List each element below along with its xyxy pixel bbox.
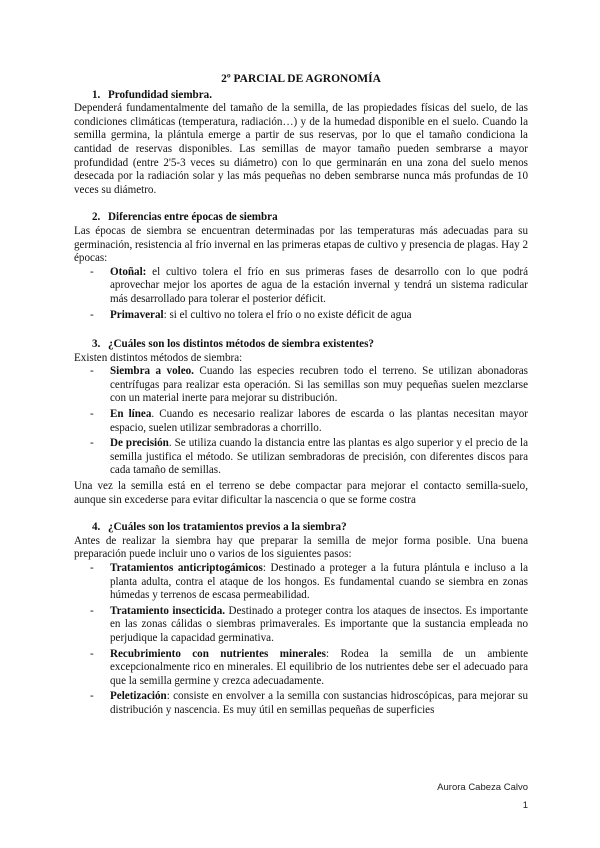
section-heading-1 xyxy=(74,89,528,103)
list-item-text: . Cuando es necesario realizar labores de escarda o las plantas necesitan mayor espacio, suelen utilizar sembradoras a chorrillo. xyxy=(110,408,528,434)
section-heading-2 xyxy=(74,211,528,225)
list-item: - Tratamiento insecticida. Destinado a proteger contra los ataques de insectos. Es importante en las zonas cálidas o siembras primaverales. Es importante que la sustancia empleada no perjudique la capacidad germinativa. xyxy=(90,604,528,644)
list-item-term: Otoñal: xyxy=(110,265,147,278)
list-item-term: Peletización xyxy=(110,690,167,703)
section-title: ¿Cuáles son los tratamientos previos a la siembra? xyxy=(108,521,347,534)
list-item-term: Tratamientos anticriptogámicos xyxy=(110,562,263,574)
bullet-list xyxy=(74,266,528,322)
list-item-text: : si el cultivo no tolera el frío o no existe déficit de agua xyxy=(163,308,412,321)
list-item: - Tratamientos anticriptogámicos: Destinado a proteger a la futura plántula e incluso a la planta adulta, contra el ataque de los hongos. Es fundamental cuando se siembra en zonas húmedas y terrenos de escasa permeabilidad. xyxy=(90,562,529,602)
section-number: 1. xyxy=(92,88,101,101)
list-item-text: Destinado a proteger contra los ataques de insectos. Es importante en las zonas cálidas o siembras primaverales. Es importante que la sustancia empleada no perjudique la capacidad germinativa. xyxy=(110,604,528,644)
document-body xyxy=(74,73,528,720)
section-number: 3. xyxy=(92,338,101,351)
list-item: - Primaveral: si el cultivo no tolera el frío o no existe déficit de agua xyxy=(90,308,412,321)
list-item-text: : consiste en envolver a la semilla con sustancias hidroscópicas, para mejorar su distribución y nascencia. Es muy útil en semillas pequeñas de superficies xyxy=(110,690,528,716)
section-paragraph: Dependerá fundamentalmente del tamaño de la semilla, de las propiedades físicas del suelo, de las condiciones climáticas (temperatura, radiación…) y de la humedad disponible en el suelo. Cuando la semilla germina, la plántula emerge a partir de sus reservas, por lo que el tamaño condiciona la cantidad de reservas disponibles. Las semillas de mayor tamaño pueden sembrarse a mayor profundidad (entre 2'5-3 veces su diámetro) con lo que germinarán en una zona del suelo menos desecada por la radiación solar y las más pequeñas no deben sembrarse nunca más profundas de 10 veces su diámetro. xyxy=(74,102,528,196)
section-heading-3 xyxy=(74,338,528,352)
list-item-term: Recubrimiento con nutrientes minerales xyxy=(110,647,326,660)
list-item-text: el cultivo tolera el frío en sus primeras fases de desarrollo con lo que podrá aprovechar mejor los aportes de agua de la estación invernal y tendrá un sistema radicular más desarrollado para tolerar el posterior déficit. xyxy=(110,265,528,305)
footer-author: Aurora Cabeza Calvo xyxy=(437,782,528,793)
list-item-text: : Rodea la semilla de un ambiente excepcionalmente rico en minerales. El equilibrio de los nutrientes debe ser el adecuado para que la semilla germine y crezca adecuadamente. xyxy=(110,647,529,687)
section-paragraph: Existen distintos métodos de siembra: xyxy=(74,351,243,364)
list-item: - De precisión. Se utiliza cuando la distancia entre las plantas es algo superior y el precio de la semilla justifica el método. Se utilizan sembradoras de precisión, con diferentes discos para cada tamaño de semillas. xyxy=(90,437,528,477)
bullet-list xyxy=(74,365,528,478)
list-item: - Siembra a voleo. Cuando las especies recubren todo el terreno. Se utilizan abonadoras centrífugas para realizar esta operación. Si las semillas son muy pequeñas suelen mezclarse con un material inerte para mejorar su distribución. xyxy=(90,365,528,405)
bullet-list xyxy=(74,562,528,718)
section-title: ¿Cuáles son los distintos métodos de siembra existentes? xyxy=(108,338,374,351)
section-title: Profundidad siembra. xyxy=(108,88,212,101)
section-heading-4 xyxy=(74,521,528,535)
section-paragraph: Antes de realizar la siembra hay que preparar la semilla de mejor forma posible. Una buena preparación puede incluir uno o varios de los siguientes pasos: xyxy=(74,534,528,561)
section-number: 4. xyxy=(92,521,101,534)
section-paragraph: Las épocas de siembra se encuentran determinadas por las temperaturas más adecuadas para su germinación, resistencia al frío invernal en las primeras etapas de cultivo y presencia de plagas. Hay 2 épocas: xyxy=(74,224,528,265)
list-item: - En línea. Cuando es necesario realizar labores de escarda o las plantas necesitan mayor espacio, suelen utilizar sembradoras a chorrillo. xyxy=(90,408,528,434)
list-item: - Recubrimiento con nutrientes minerales: Rodea la semilla de un ambiente excepcionalmente rico en minerales. El equilibrio de los nutrientes debe ser el adecuado para que la semilla germine y crezca adecuadamente. xyxy=(90,647,529,687)
list-item-term: Siembra a voleo. xyxy=(110,365,194,378)
page-title: 2º PARCIAL DE AGRONOMÍA xyxy=(221,73,381,85)
section-number: 2. xyxy=(92,211,101,224)
section-paragraph: Una vez la semilla está en el terreno se debe compactar para mejorar el contacto semilla-suelo, aunque sin excederse para evitar dificultar la nascencia o que se forme costra xyxy=(74,480,528,506)
list-item-term: Primaveral xyxy=(110,308,164,321)
list-item-text: Cuando las especies recubren todo el terreno. Se utilizan abonadoras centrífugas para realizar esta operación. Si las semillas son muy pequeñas suelen mezclarse con un material inerte para mejorar su distribución. xyxy=(110,365,528,405)
list-item: - Otoñal: el cultivo tolera el frío en sus primeras fases de desarrollo con lo que podrá aprovechar mejor los aportes de agua de la estación invernal y tendrá un sistema radicular más desarrollado para tolerar el posterior déficit. xyxy=(90,265,528,305)
list-item-text: : Destinado a proteger a la futura plántula e incluso a la planta adulta, contra el ataque de los hongos. Es fundamental cuando se siembra en zonas húmedas y terrenos de escasa permeabilidad. xyxy=(110,562,529,602)
list-item-term: Tratamiento insecticida. xyxy=(110,604,226,617)
page-number: 1 xyxy=(522,800,528,811)
list-item: - Peletización: consiste en envolver a la semilla con sustancias hidroscópicas, para mejorar su distribución y nascencia. Es muy útil en semillas pequeñas de superficies xyxy=(90,690,528,716)
list-item-term: En línea xyxy=(110,408,152,421)
list-item-text: . Se utiliza cuando la distancia entre las plantas es algo superior y el precio de la semilla justifica el método. Se utilizan sembradoras de precisión, con diferentes discos para cada tamaño de semillas. xyxy=(110,437,528,477)
list-item-term: De precisión xyxy=(110,437,169,450)
section-title: Diferencias entre épocas de siembra xyxy=(108,211,278,224)
